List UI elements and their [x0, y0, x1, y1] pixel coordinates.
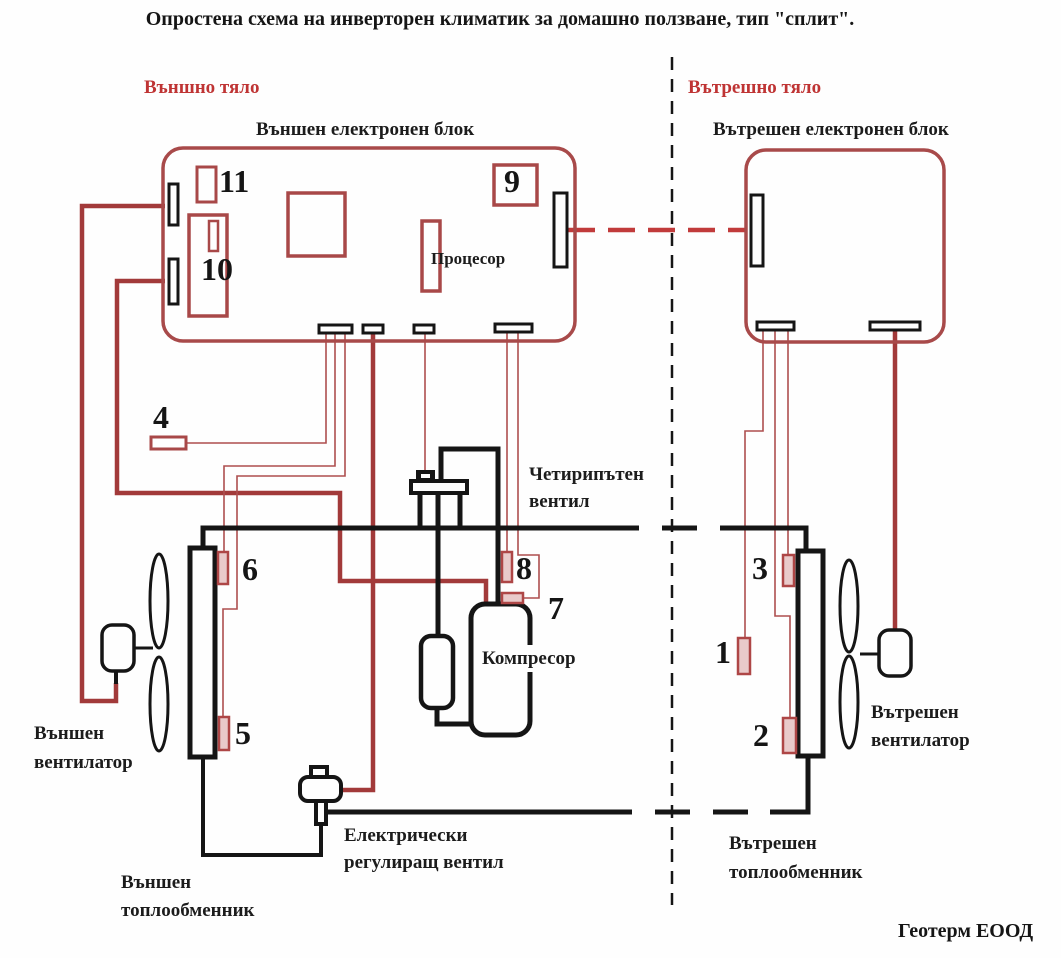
sensor-6	[218, 552, 228, 584]
sensor-7	[502, 593, 523, 603]
indoor-unit-label: Вътрешно тяло	[688, 77, 822, 98]
outdoor-terminal-valve	[414, 325, 434, 333]
sensor-3	[783, 555, 794, 586]
sensor-4	[151, 437, 186, 449]
indoor-terminal-sensors	[757, 322, 794, 330]
diagram-title: Опростена схема на инверторен климатик за домашно ползване, тип "сплит".	[145, 8, 855, 30]
processor-label: Процесор	[431, 249, 506, 268]
outdoor-terminal-compressor-sensors	[495, 324, 532, 332]
component-number-11: 11	[219, 163, 250, 199]
component-number-9: 9	[504, 163, 520, 199]
outdoor-terminal-erv	[363, 325, 383, 333]
outdoor-fan-blade-bottom	[150, 657, 168, 751]
liquid-pipe-right	[770, 756, 808, 812]
outdoor-hx-bottom-pipe	[203, 757, 321, 855]
four-way-valve-body	[411, 481, 467, 493]
four-way-valve-label: Четирипътен вентил	[529, 464, 644, 512]
erv-power-wire	[343, 333, 373, 790]
component-number-2: 2	[753, 717, 769, 753]
outdoor-board-comm-connector	[554, 193, 567, 267]
power-module	[288, 193, 345, 256]
sensor1-wire	[745, 331, 763, 639]
gas-pipe-right	[752, 528, 806, 551]
outdoor-fan-motor	[102, 625, 134, 671]
outdoor-hx-label: Външен топлообменник	[121, 872, 255, 921]
sensor-8	[502, 552, 512, 582]
outdoor-heat-exchanger	[190, 548, 215, 757]
erv-body	[300, 777, 341, 801]
component-number-7: 7	[548, 590, 564, 626]
indoor-fan-blade-top	[840, 560, 858, 652]
indoor-heat-exchanger	[798, 551, 823, 756]
component-number-6: 6	[242, 551, 258, 587]
outdoor-board-left-connector-1	[169, 184, 178, 225]
indoor-board-comm-connector	[751, 195, 763, 266]
component-number-10: 10	[201, 251, 233, 287]
outdoor-fan-blade-top	[150, 554, 168, 648]
erv-label: Електрически регулиращ вентил	[344, 825, 504, 873]
outdoor-terminal-sensors	[319, 325, 352, 333]
board-component-10-inner	[209, 221, 218, 251]
sensor-1	[738, 638, 750, 674]
four-way-valve-solenoid-slot	[421, 474, 430, 478]
component-number-1: 1	[715, 634, 731, 670]
accumulator	[421, 636, 453, 708]
outdoor-board-left-connector-2	[169, 259, 178, 304]
outdoor-fan-label: Външен вентилатор	[34, 723, 133, 773]
indoor-board-label: Вътрешен електронен блок	[713, 119, 949, 140]
indoor-hx-label: Вътрешен топлообменник	[729, 833, 863, 883]
component-number-8: 8	[516, 550, 532, 586]
sensor-5	[219, 717, 229, 750]
outdoor-unit-label: Външно тяло	[144, 77, 260, 98]
component-number-5: 5	[235, 715, 251, 751]
indoor-fan-motor	[879, 630, 911, 676]
sensor4-wire	[186, 333, 326, 443]
indoor-fan-label: Вътрешен вентилатор	[871, 702, 970, 751]
outdoor-board-label: Външен електронен блок	[256, 119, 475, 140]
sensor-2	[783, 718, 796, 753]
compressor-label: Компресор	[479, 645, 579, 672]
indoor-terminal-fan	[870, 322, 920, 330]
component-number-4: 4	[153, 399, 169, 435]
gas-pipe-left	[203, 528, 604, 548]
indoor-fan-blade-bottom	[840, 656, 858, 748]
component-number-3: 3	[752, 550, 768, 586]
erv-stem	[316, 801, 326, 824]
board-component-11	[197, 167, 216, 202]
indoor-board	[746, 150, 944, 342]
company-signature: Геотерм ЕООД	[898, 920, 1034, 942]
